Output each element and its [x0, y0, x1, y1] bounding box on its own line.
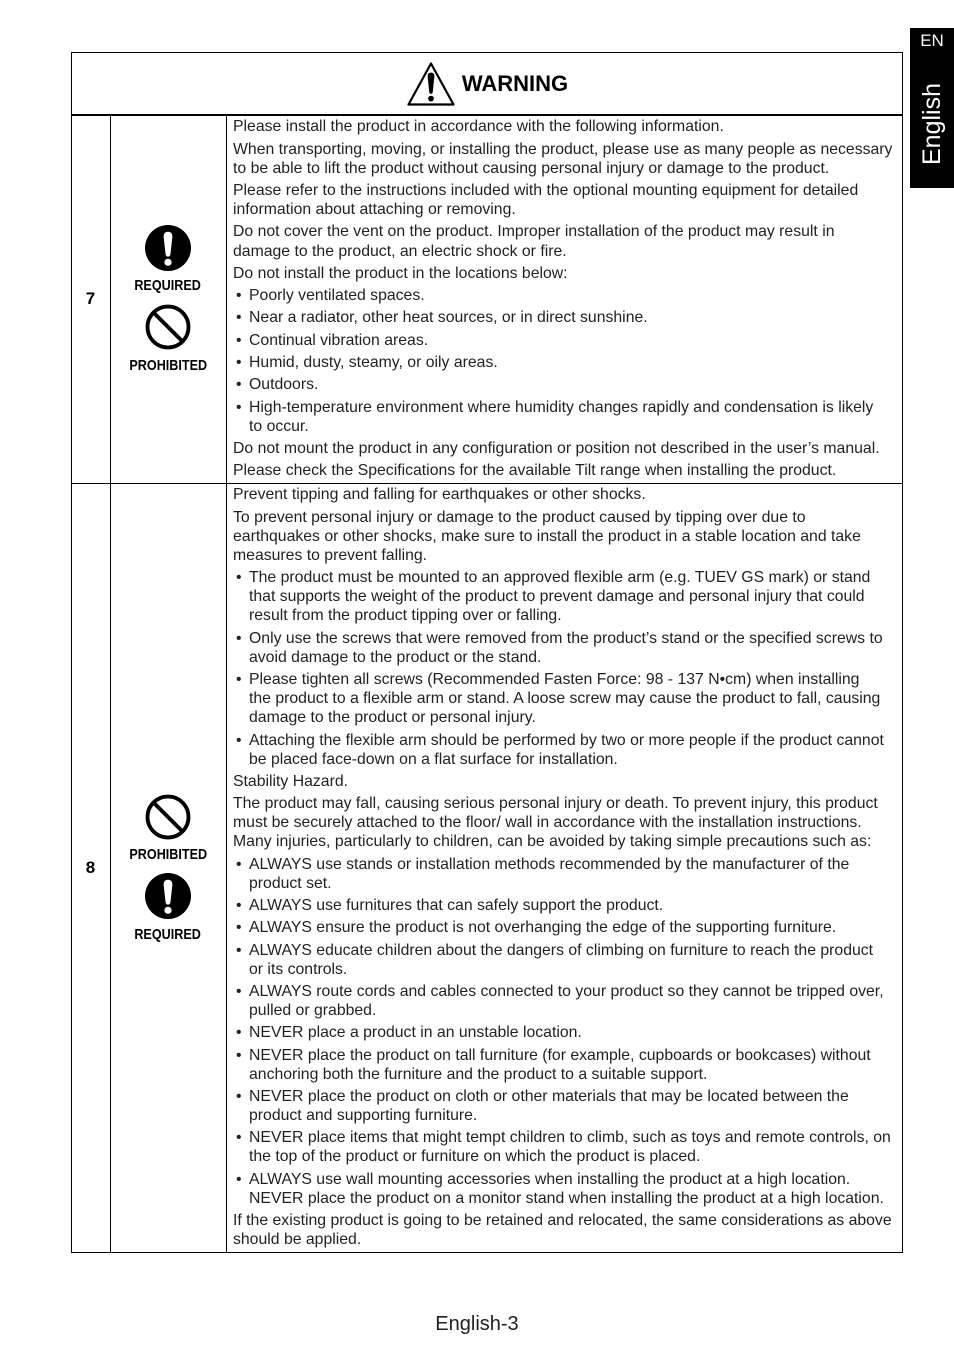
- text-line: • NEVER place items that might tempt children to climb, such as toys and remote controls, on: [249, 1129, 891, 1147]
- text-line: Please install the product in accordance with the following information.: [233, 118, 724, 136]
- required-label: REQUIRED: [134, 925, 202, 943]
- instruction-paragraph: [233, 264, 903, 283]
- text-line: • ALWAYS use wall mounting accessories when installing the product at a high location.: [249, 1170, 851, 1188]
- bullet-item: [233, 670, 903, 727]
- text-line: • Near a radiator, other heat sources, or in direct sunshine.: [249, 309, 648, 327]
- item-number: 8: [85, 858, 96, 877]
- text-line: • Poorly ventilated spaces.: [249, 287, 425, 305]
- text-line: • Only use the screws that were removed from the product’s stand or the specified screws to: [249, 629, 883, 647]
- text-line: product set.: [249, 874, 332, 892]
- text-line: Please refer to the instructions included with the optional mounting equipment for detailed: [233, 182, 859, 200]
- symbol-group: [122, 794, 215, 943]
- text-line: Prevent tipping and falling for earthquakes or other shocks.: [233, 486, 646, 504]
- text-line: to be able to lift the product without causing personal injury or damage to the product.: [233, 159, 830, 177]
- bullet-item: [233, 353, 903, 372]
- instruction-paragraph: [233, 222, 903, 260]
- text-line: the product to a flexible arm or stand. A loose screw may cause the product to fall, causing: [249, 690, 881, 708]
- instruction-text: [226, 483, 903, 1253]
- instruction-paragraph: [233, 117, 903, 136]
- bullet-item: [233, 308, 903, 327]
- bullet-item: [233, 855, 903, 893]
- text-line: earthquakes or other shocks, make sure to install the product in a stable location and take: [233, 527, 861, 545]
- text-line: • Outdoors.: [249, 376, 319, 394]
- text-line: measures to prevent falling.: [233, 546, 428, 564]
- text-line: • NEVER place a product in an unstable location.: [249, 1024, 582, 1042]
- text-line: • ALWAYS educate children about the dangers of climbing on furniture to reach the product: [249, 941, 874, 959]
- instruction-paragraph: [233, 181, 903, 219]
- bullet-item: [233, 918, 903, 937]
- warning-item-row: [71, 115, 903, 483]
- item-number: 7: [85, 289, 96, 308]
- instruction-paragraph: [233, 439, 903, 458]
- text-line: Many injuries, particularly to children, can be avoided by taking simple precautions such as:: [233, 833, 872, 851]
- instruction-text: [226, 115, 903, 483]
- text-line: When transporting, moving, or installing the product, please use as many people as necessary: [233, 140, 893, 158]
- bullet-item: [233, 896, 903, 915]
- language-name: English: [918, 82, 946, 165]
- required-label: REQUIRED: [134, 277, 202, 294]
- required-icon: [145, 873, 191, 919]
- bullet-item: [233, 568, 903, 625]
- language-tab: [910, 28, 954, 188]
- text-line: • Continual vibration areas.: [249, 331, 429, 349]
- bullet-item: [233, 375, 903, 394]
- text-line: damage to the product, an electric shock or fire.: [233, 242, 567, 260]
- text-line: • Please tighten all screws (Recommended Fasten Force: 98 - 137 N•cm) when installing: [249, 671, 860, 689]
- text-line: Please check the Specifications for the available Tilt range when installing the product.: [233, 462, 837, 480]
- text-line: result from the product tipping over or falling.: [249, 607, 562, 625]
- bullet-item: [233, 1128, 903, 1166]
- bullet-item: [233, 1046, 903, 1084]
- text-line: avoid damage to the product or the stand.: [249, 648, 542, 666]
- symbol-group: [122, 225, 215, 374]
- text-line: damage to the product or personal injury.: [249, 709, 536, 727]
- text-line: pulled or grabbed.: [249, 1002, 377, 1020]
- instruction-paragraph: [233, 508, 903, 565]
- symbol-cell: [110, 483, 226, 1253]
- prohibited-symbol: [122, 304, 215, 374]
- text-line: • ALWAYS route cords and cables connected to your product so they cannot be tripped over,: [249, 982, 884, 1000]
- symbol-cell: [110, 115, 226, 483]
- prohibited-label: PROHIBITED: [129, 356, 207, 374]
- text-line: NEVER place the product on a monitor stand when installing the product at a high location.: [249, 1189, 884, 1207]
- bullet-item: [233, 398, 903, 436]
- instruction-paragraph: [233, 794, 903, 851]
- text-line: Stability Hazard.: [233, 772, 349, 790]
- text-line: The product may fall, causing serious personal injury or death. To prevent injury, this product: [233, 795, 878, 813]
- instruction-paragraph: [233, 1211, 903, 1249]
- text-line: must be securely attached to the floor/ wall in accordance with the installation instructions.: [233, 814, 862, 832]
- text-line: that supports the weight of the product to prevent damage and personal injury that could: [249, 588, 865, 606]
- text-line: to occur.: [249, 417, 309, 435]
- text-line: the top of the product or furniture on which the product is placed.: [249, 1148, 701, 1166]
- text-line: • ALWAYS ensure the product is not overhanging the edge of the supporting furniture.: [249, 919, 837, 937]
- prohibited-symbol: [122, 794, 215, 864]
- text-line: or its controls.: [249, 960, 348, 978]
- warning-title: WARNING: [461, 70, 569, 96]
- required-symbol: [128, 225, 207, 295]
- prohibited-icon: [145, 304, 191, 350]
- text-line: If the existing product is going to be retained and relocated, the same considerations as above: [233, 1212, 892, 1230]
- warning-header: [71, 52, 903, 115]
- text-line: be placed face-down on a flat surface for installation.: [249, 750, 618, 768]
- prohibited-label: PROHIBITED: [129, 846, 207, 863]
- text-line: • NEVER place the product on tall furniture (for example, cupboards or bookcases) without: [249, 1046, 871, 1064]
- page-number: English-3: [435, 1313, 519, 1335]
- text-line: Do not mount the product in any configuration or position not described in the user’s manual.: [233, 439, 880, 457]
- text-line: Do not cover the vent on the product. Improper installation of the product may result in: [233, 223, 835, 241]
- instruction-paragraph: [233, 772, 903, 791]
- text-line: To prevent personal injury or damage to the product caused by tipping over due to: [233, 508, 806, 526]
- text-line: anchoring both the furniture and the product to a suitable support.: [249, 1065, 708, 1083]
- bullet-item: [233, 941, 903, 979]
- prohibited-icon: [145, 794, 191, 840]
- text-line: product and supporting furniture.: [249, 1107, 478, 1125]
- text-line: • ALWAYS use stands or installation methods recommended by the manufacturer of the: [249, 855, 850, 873]
- bullet-item: [233, 286, 903, 305]
- bullet-item: [233, 629, 903, 667]
- text-line: • NEVER place the product on cloth or other materials that may be located between the: [249, 1087, 849, 1105]
- bullet-item: [233, 1170, 903, 1208]
- bullet-item: [233, 1023, 903, 1042]
- text-line: • The product must be mounted to an approved flexible arm (e.g. TUEV GS mark) or stand: [249, 569, 871, 587]
- text-line: • ALWAYS use furnitures that can safely support the product.: [249, 897, 664, 914]
- bullet-item: [233, 1087, 903, 1125]
- required-icon: [145, 225, 191, 271]
- warning-triangle-icon: [406, 61, 456, 107]
- instruction-paragraph: [233, 140, 903, 178]
- text-line: Do not install the product in the locations below:: [233, 264, 568, 282]
- text-line: • Humid, dusty, steamy, or oily areas.: [249, 353, 498, 371]
- required-symbol: [128, 873, 207, 943]
- instruction-paragraph: [233, 461, 903, 480]
- text-line: should be applied.: [233, 1231, 362, 1249]
- warning-item-row: [71, 483, 903, 1253]
- text-line: • High-temperature environment where humidity changes rapidly and condensation is likely: [249, 398, 874, 416]
- language-code: EN: [920, 31, 944, 50]
- bullet-item: [233, 982, 903, 1020]
- text-line: • Attaching the flexible arm should be performed by two or more people if the product cannot: [249, 731, 884, 749]
- bullet-item: [233, 331, 903, 350]
- instruction-paragraph: [233, 485, 903, 504]
- bullet-item: [233, 731, 903, 769]
- text-line: information about attaching or removing.: [233, 201, 516, 219]
